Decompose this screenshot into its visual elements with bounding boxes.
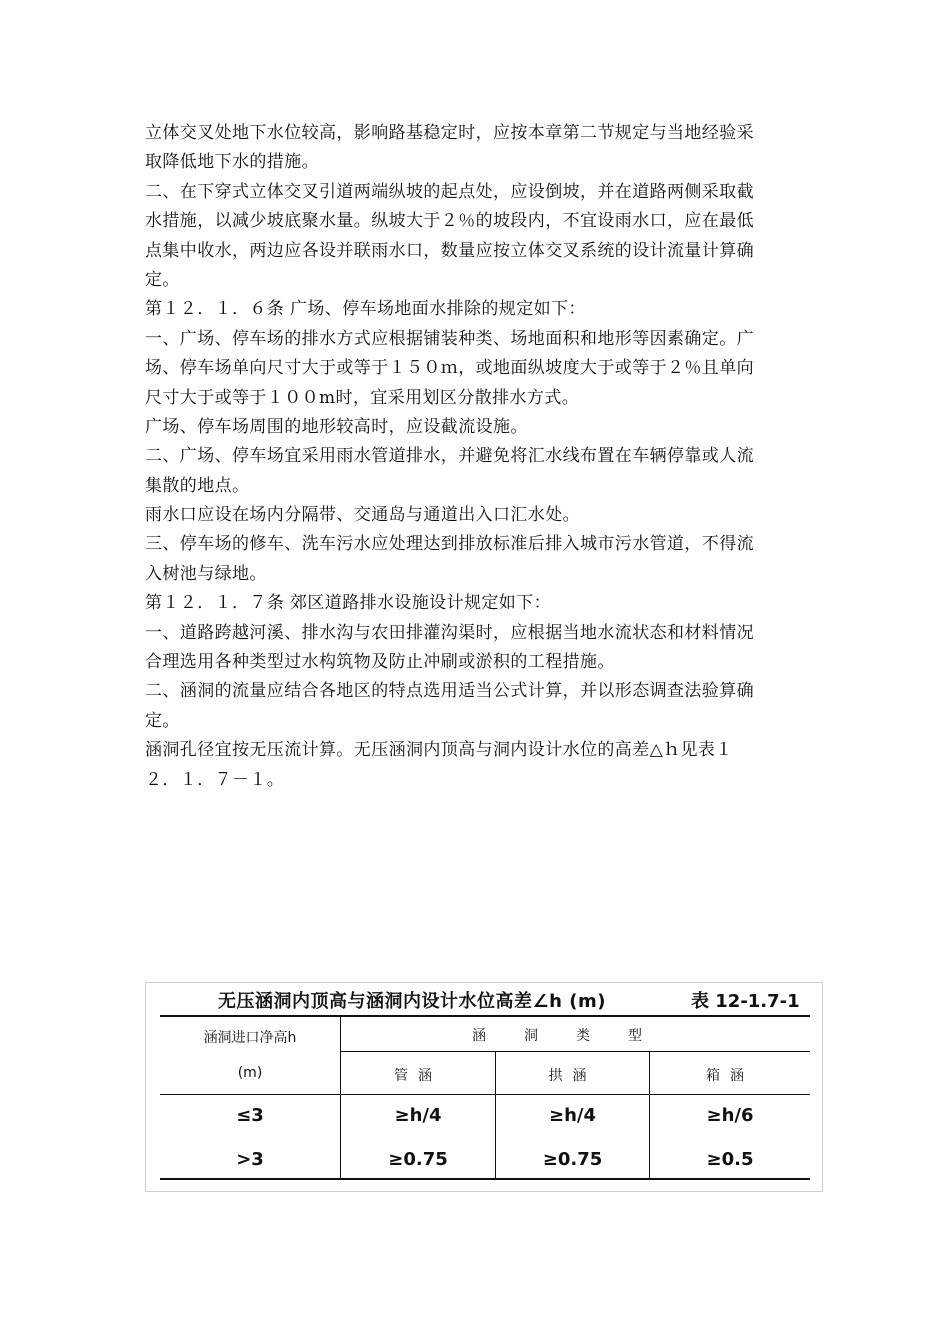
text-line: 二、广场、停车场宜采用雨水管道排水，并避免将汇水线布置在车辆停靠或人流 [145,446,754,467]
table-cell: ≥0.75 [388,1149,448,1170]
text-line: 定。 [145,710,180,731]
table-cell: ≥h/4 [549,1105,596,1126]
text-line: ２．１．７－１。 [145,769,285,790]
section-heading: 第１２．１．７条 郊区道路排水设施设计规定如下： [145,593,552,614]
text-line: 立体交叉处地下水位较高，影响路基稳定时，应按本章第二节规定与当地经验采 [145,123,754,143]
text-line: 取降低地下水的措施。 [145,152,319,173]
table-cell: ≥0.75 [542,1149,603,1170]
table-bottom-rule [160,1178,810,1180]
culvert-table-figure [145,982,823,1192]
table-top-rule [160,1015,810,1017]
text-line: 涵洞孔径宜按无压流计算。无压涵洞内顶高与洞内设计水位的高差△ｈ见表１ [145,740,733,761]
row-label: ≤3 [236,1105,264,1126]
text-line: 广场、停车场周围的地形较高时，应设截流设施。 [145,416,528,437]
text-line: 水措施，以减少坡底聚水量。纵坡大于２％的坡段内，不宜设雨水口，应在最低 [145,211,754,232]
table-caption [146,985,824,1013]
row-header-label: 涵洞进口净高h [203,1030,297,1046]
section-heading: 第１２．１．６条 广场、停车场地面水排除的规定如下： [145,299,586,320]
text-line: 合理选用各种类型过水构筑物及防止冲刷或淤积的工程措施。 [145,652,615,673]
text-line: 雨水口应设在场内分隔带、交通岛与通道出入口汇水处。 [145,505,580,526]
table-number: 表 12-1.7-1 [691,991,800,1012]
row-header-unit: (m) [237,1065,263,1081]
text-line: 集散的地点。 [145,475,250,496]
col-header-box-culvert: 箱涵 [706,1068,754,1084]
header-bottom-rule [160,1094,810,1095]
table-cell: ≥h/4 [394,1105,442,1126]
text-line: 入树池与绿地。 [145,563,267,584]
text-line: 一、道路跨越河溪、排水沟与农田排灌沟渠时，应根据当地水流状态和材料情况 [145,622,754,643]
header-group-rule [340,1051,810,1052]
table-title: 无压涵洞内顶高与涵洞内设计水位高差∠h (m) [218,991,606,1012]
body-text [145,119,825,795]
text-line: 二、涵洞的流量应结合各地区的特点选用适当公式计算，并以形态调查法验算确 [145,681,754,702]
table-cell: ≥0.5 [706,1149,754,1170]
text-line: 一、广场、停车场的排水方式应根据铺装种类、场地面积和地形等因素确定。广 [145,328,754,349]
col-header-pipe-culvert: 管涵 [394,1068,442,1084]
text-line: 三、停车场的修车、洗车污水应处理达到排放标准后排入城市污水管道，不得流 [145,534,754,555]
row-label: >3 [236,1149,264,1170]
table-cell: ≥h/6 [706,1105,754,1126]
text-line: 定。 [145,269,180,290]
group-header: 涵洞类型 [472,1028,680,1044]
text-line: 二、在下穿式立体交叉引道两端纵坡的起点处，应设倒坡，并在道路两侧采取截 [145,181,754,202]
text-line: 尺寸大于或等于１００m时，宜采用划区分散排水方式。 [145,387,580,408]
text-line: 点集中收水，两边应各设并联雨水口，数量应按立体交叉系统的设计流量计算确 [145,240,754,261]
col-header-arch-culvert: 拱涵 [548,1068,597,1084]
text-line: 场、停车场单向尺寸大于或等于１５０ｍ，或地面纵坡度大于或等于２％且单向 [145,358,754,379]
